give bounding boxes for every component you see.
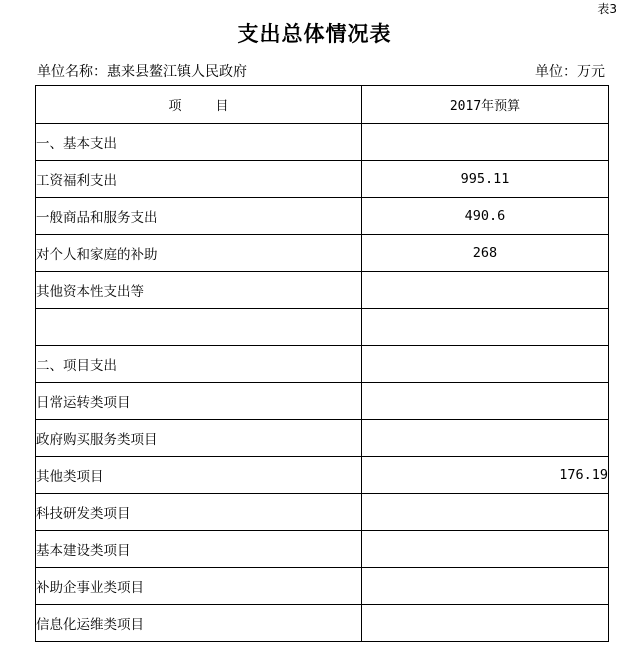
row-value — [362, 309, 609, 346]
row-value — [362, 531, 609, 568]
table-header-row — [36, 86, 609, 124]
row-value-household-subsidy: 268 — [362, 235, 609, 272]
table-row — [36, 272, 609, 309]
row-value-salary-welfare: 995.11 — [362, 161, 609, 198]
column-header-item-part-1: 项 — [168, 99, 182, 114]
row-value — [362, 420, 609, 457]
row-label-infrastructure: 基本建设类项目 — [36, 531, 362, 568]
table-row — [36, 124, 609, 161]
row-value — [362, 568, 609, 605]
unit-name-label: 单位名称：惠来县鳌江镇人民政府 — [37, 64, 247, 80]
currency-unit-label: 单位：万元 — [535, 64, 605, 80]
table-row — [36, 198, 609, 235]
row-label-household-subsidy: 对个人和家庭的补助 — [36, 235, 362, 272]
column-header-budget: 2017年预算 — [362, 86, 609, 124]
row-label-project-expenditure: 二、项目支出 — [36, 346, 362, 383]
table-row — [36, 531, 609, 568]
row-label-tech-rd: 科技研发类项目 — [36, 494, 362, 531]
row-label-gov-purchase: 政府购买服务类项目 — [36, 420, 362, 457]
row-label-daily-operation: 日常运转类项目 — [36, 383, 362, 420]
table-row — [36, 457, 609, 494]
table-row — [36, 383, 609, 420]
row-value — [362, 605, 609, 642]
row-value-goods-services: 490.6 — [362, 198, 609, 235]
row-label-other-projects: 其他类项目 — [36, 457, 362, 494]
row-label-enterprise-subsidy: 补助企事业类项目 — [36, 568, 362, 605]
row-label-empty — [36, 309, 362, 346]
row-label-goods-services: 一般商品和服务支出 — [36, 198, 362, 235]
row-value — [362, 124, 609, 161]
row-value-other-projects: 176.19 — [362, 457, 609, 494]
row-label-salary-welfare: 工资福利支出 — [36, 161, 362, 198]
table-number: 表3 — [597, 2, 617, 16]
page-title: 支出总体情况表 — [237, 22, 392, 46]
row-value — [362, 494, 609, 531]
row-value — [362, 346, 609, 383]
table-row — [36, 568, 609, 605]
column-header-item — [36, 86, 362, 124]
column-header-item-part-2: 目 — [215, 99, 229, 114]
table-row — [36, 309, 609, 346]
row-value — [362, 383, 609, 420]
row-label-basic-expenditure: 一、基本支出 — [36, 124, 362, 161]
table-row — [36, 346, 609, 383]
table-row — [36, 161, 609, 198]
table-row — [36, 235, 609, 272]
table-row — [36, 420, 609, 457]
table-row — [36, 494, 609, 531]
row-label-it-maintenance: 信息化运维类项目 — [36, 605, 362, 642]
table-row — [36, 605, 609, 642]
row-value — [362, 272, 609, 309]
expenditure-table — [35, 85, 609, 642]
row-label-other-capital: 其他资本性支出等 — [36, 272, 362, 309]
